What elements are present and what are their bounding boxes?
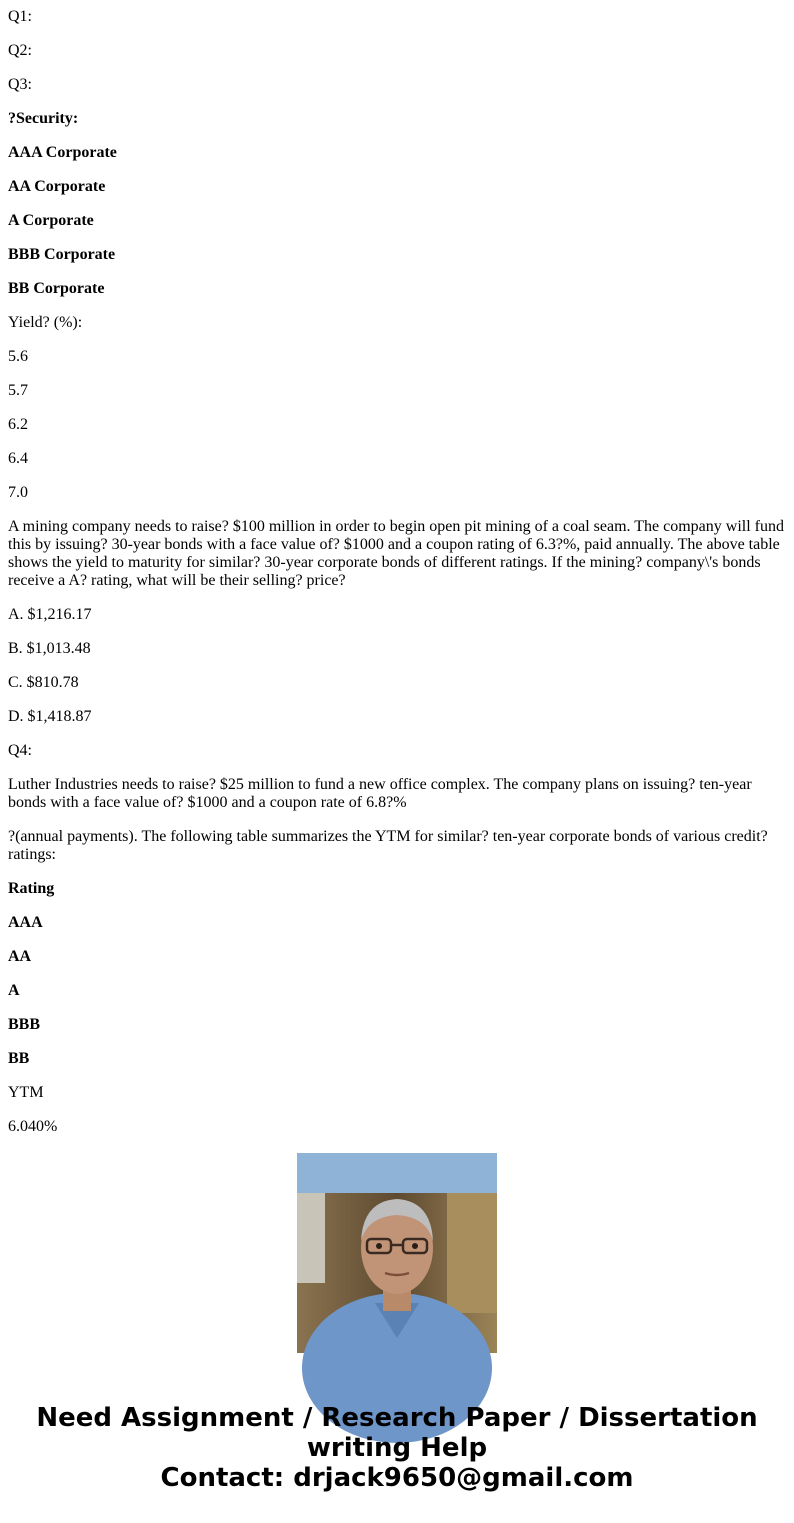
question-text: A mining company needs to raise? $100 million in order to begin open pit mining of a coal seam. The company will fund this by issuing? 30-year bonds with a face value of? $1000 and a coupon rating of 6.3?%, paid annually. The above table shows the yield to maturity for similar? 30-year corporate bonds of different ratings. If the mining? company\'s bonds receive a A? rating, what will be their selling? price?: [8, 518, 784, 589]
person-portrait-icon: [297, 1153, 497, 1353]
table-cell: 7.0: [8, 484, 28, 501]
promo-line: writing Help: [306, 1433, 488, 1463]
answer-option: C. $810.78: [8, 674, 79, 691]
question-text: Luther Industries needs to raise? $25 million to fund a new office complex. The company plans on issuing? ten-year bonds with a face value of? $1000 and a coupon rate of 6.8?%: [8, 776, 752, 811]
table-cell: 5.6: [8, 348, 28, 365]
table-header: YTM: [8, 1084, 44, 1101]
answer-option: B. $1,013.48: [8, 640, 91, 657]
table-cell: BBB Corporate: [8, 246, 116, 263]
question-label: Q1:: [8, 8, 32, 25]
table-cell: 6.2: [8, 416, 28, 433]
table-cell: AAA: [8, 914, 43, 931]
promo-line: Need Assignment / Research Paper / Dissertation: [36, 1403, 758, 1433]
table-cell: AA: [8, 948, 32, 965]
table-cell: A Corporate: [8, 212, 94, 229]
avatar: [297, 1153, 497, 1353]
table-cell: 6.4: [8, 450, 28, 467]
table-header: ?Security:: [8, 110, 79, 127]
question-label: Q2:: [8, 42, 32, 59]
table-header: Rating: [8, 880, 55, 897]
answer-option: A. $1,216.17: [8, 606, 92, 623]
question-text: ?(annual payments). The following table summarizes the YTM for similar? ten-year corporate bonds of various credit? ratings:: [8, 828, 768, 863]
promo-contact: Contact: drjack9650@gmail.com: [160, 1463, 634, 1493]
table-cell: AA Corporate: [8, 178, 106, 195]
table-cell: BB: [8, 1050, 30, 1067]
table-cell: A: [8, 982, 20, 999]
table-cell: BBB: [8, 1016, 41, 1033]
table-cell: AAA Corporate: [8, 144, 117, 161]
question-label: Q4:: [8, 742, 32, 759]
table-cell: BB Corporate: [8, 280, 105, 297]
answer-option: D. $1,418.87: [8, 708, 92, 725]
question-label: Q3:: [8, 76, 32, 93]
promo-banner: [0, 1403, 794, 1493]
table-cell: 5.7: [8, 382, 28, 399]
table-header: Yield? (%):: [8, 314, 83, 331]
table-cell: 6.040%: [8, 1118, 58, 1135]
